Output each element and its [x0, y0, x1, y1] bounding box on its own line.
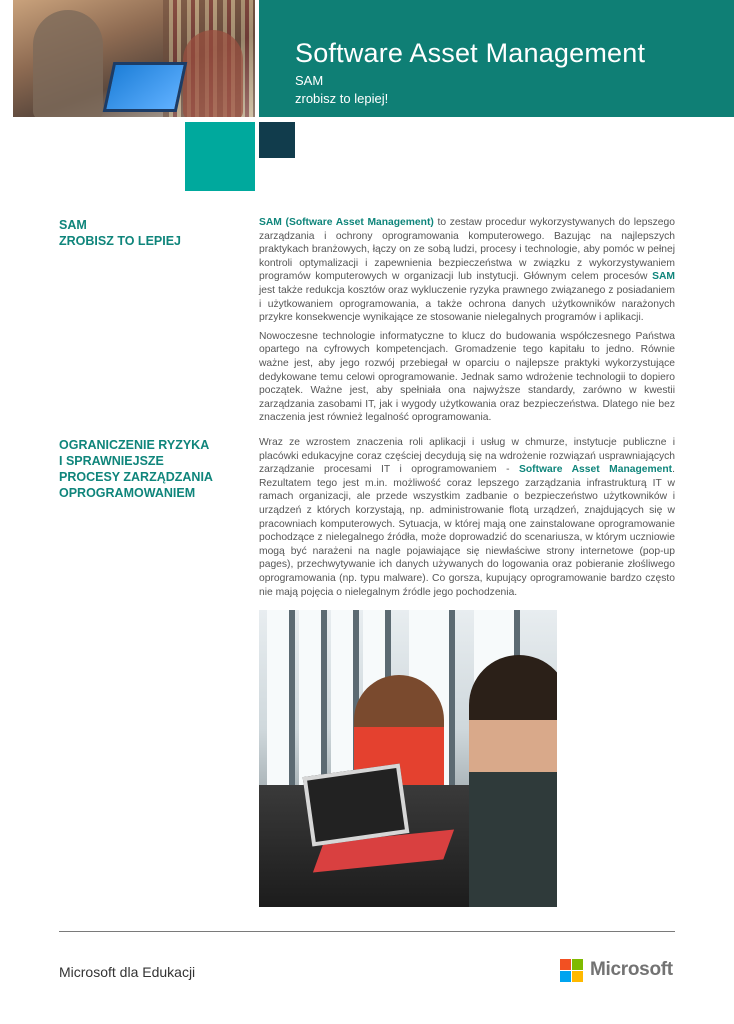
- logo-square-blue: [560, 971, 571, 982]
- section-body-sam: [259, 216, 675, 430]
- text-run: . Rezultatem tego jest m.in. możliwość coraz lepszego zarządzania infrastrukturą IT w ramach organizacji, ale przede wszystkim zadbanie o bezpieczeństwo użytkowników i urządzeń z których korzystają, np. administrowanie flotą urządzeń, znajdujących się w pracowniach komputerowych. Sytuacja, w której mają one zainstalowane oprogramowanie pochodzące z nielegalnego źródła, może doprowadzić do scenariusza, w którym uczniowie mogą być narażeni na nagle pojawiające się niewłaściwe strony internetowe (pop-up pages), przechwytywanie ich danych używanych do logowania oraz pobieranie złośliwego oprogramowania (np. typu malware). Co gorsza, kupujący oprogramowanie bardzo często nie mają pojęcia o nielegalnym źródle jego pochodzenia.: [259, 464, 675, 598]
- heading-line: OGRANICZENIE RYZYKA: [59, 438, 210, 452]
- photo-students-laptop: [259, 610, 557, 907]
- text-run: to zestaw procedur wykorzystywanych do lepszego zarządzania i ochrony oprogramowania komputerowego. Bazując na najlepszych praktykach branżowych, łączy on ze sobą ludzi, procesy i technologie, aby pomóc w pełnej kontroli optymalizacji i zapewnienia bezpieczeństwa w związku z wykorzystywaniem programów komputerowych w organizacji lub instytucji. Głównym celem procesów: [259, 217, 675, 283]
- highlight-term: Software Asset Management: [519, 464, 673, 476]
- photo-person: [469, 655, 557, 907]
- header-tagline: zrobisz to lepiej!: [295, 91, 389, 106]
- decorative-square-teal: [185, 122, 255, 191]
- header-band: [259, 0, 734, 117]
- heading-line: OPROGRAMOWANIEM: [59, 486, 196, 500]
- photo-laptop: [103, 62, 188, 112]
- heading-line: SAM: [59, 218, 87, 232]
- text-run: Wraz ze wzrostem znaczenia roli aplikacji i usług w chmurze, instytucje publiczne i placówki edukacyjne coraz częściej decydują się na wdrożenie rozwiązań usprawniających zarządzanie procesami IT i oprogramowaniem -: [259, 437, 675, 476]
- microsoft-wordmark: Microsoft: [590, 959, 673, 980]
- header-photo-students: [13, 0, 255, 117]
- section-body-risk: [259, 436, 675, 604]
- footer-divider: [59, 931, 675, 932]
- photo-person: [33, 10, 103, 117]
- heading-line: I SPRAWNIEJSZE: [59, 454, 164, 468]
- page-title: Software Asset Management: [295, 38, 646, 68]
- paragraph: Nowoczesne technologie informatyczne to klucz do budowania współczesnego Państwa opartego na cyfrowych kompetencjach. Gromadzenie tego kapitału to jedno. Równie ważne jest, aby jego rozwój przebiegał w oparciu o najlepsze praktyki wykorzystujące dedykowane temu celowi oprogramowanie. Jednak samo wdrożenie technologii to dopiero początek. Ważne jest, aby spełniała ona najwyższe standardy, zarówno w kwestii zarządzania zasobami IT, jak i wygody użytkowania oraz bezpieczeństwa. Dlatego nie bez znaczenia jest również legalność oprogramowania.: [259, 330, 675, 424]
- microsoft-logo: [560, 959, 672, 983]
- photo-laptop: [303, 764, 410, 847]
- heading-line: ZROBISZ TO LEPIEJ: [59, 234, 182, 248]
- paragraph: [259, 216, 675, 325]
- logo-square-red: [560, 959, 571, 970]
- text-run: jest także redukcja kosztów oraz wykluczenie ryzyka prawnego związanego z posiadaniem i użytkowaniem oprogramowania, a także ochrona danych użytkowników narażonych przykre konsekwencje wynikające ze stosowanie nielegalnych programów i aplikacji.: [259, 284, 675, 324]
- photo-person: [183, 30, 243, 117]
- section-heading-risk: [59, 437, 229, 501]
- logo-square-green: [572, 959, 583, 970]
- footer-label: Microsoft dla Edukacji: [59, 964, 196, 980]
- decorative-square-dark: [259, 122, 295, 158]
- section-heading-sam: [59, 217, 229, 249]
- header-subtitle: SAM: [295, 73, 324, 88]
- highlight-term: SAM (Software Asset Management): [259, 217, 434, 228]
- logo-square-yellow: [572, 971, 583, 982]
- microsoft-windows-icon: [560, 959, 584, 983]
- paragraph: [259, 436, 675, 599]
- heading-line: PROCESY ZARZĄDZANIA: [59, 470, 213, 484]
- photo-window: [299, 610, 327, 800]
- photo-window: [267, 610, 295, 800]
- highlight-term: SAM: [652, 271, 675, 283]
